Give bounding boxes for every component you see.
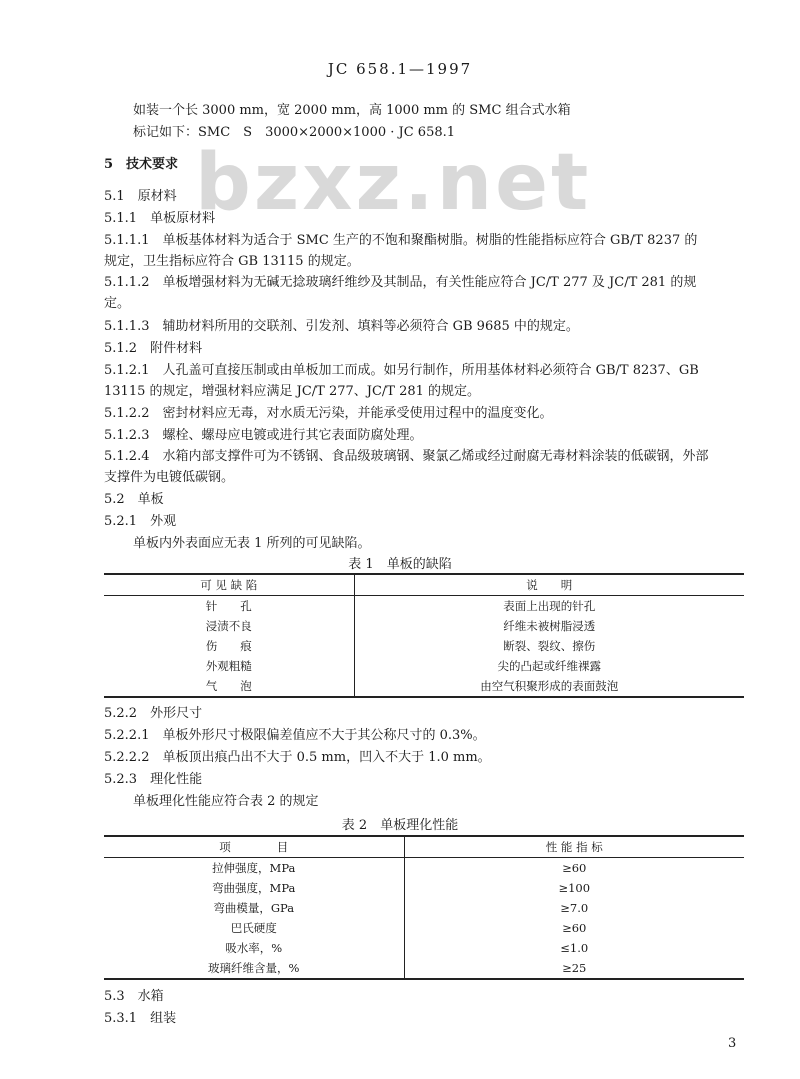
clause-5-2-2-1: 5.2.2.1 单板外形尺寸极限偏差值应不大于其公称尺寸的 0.3%。	[104, 728, 486, 743]
heading-5-1: 5.1 原材料	[104, 189, 177, 204]
table-cell: 针 孔	[104, 596, 354, 617]
heading-5-2-3: 5.2.3 理化性能	[104, 772, 203, 787]
table-cell: 外观粗糙	[104, 656, 354, 676]
table-cell: 玻璃纤维含量，%	[104, 958, 404, 979]
clause-5-1-2-1-line-2: 13115 的规定，增强材料应满足 JC/T 277、JC/T 281 的规定。	[104, 384, 481, 399]
table-row	[104, 656, 744, 676]
table-cell: 尖的凸起或纤维裸露	[497, 659, 601, 673]
table-cell: 气 泡	[104, 676, 354, 697]
table-2-header-value: 性 能 指 标	[404, 836, 744, 858]
table-cell: 吸水率，%	[104, 938, 404, 958]
table-cell: ≥7.0	[560, 901, 589, 915]
table-cell: 巴氏硬度	[104, 918, 404, 938]
table-row	[104, 878, 744, 898]
clause-5-1-2-4-line-2: 支撑件为电镀低碳钢。	[104, 470, 235, 485]
heading-5-1-1: 5.1.1 单板原材料	[104, 211, 216, 226]
table-1-header-description: 说 明	[354, 574, 744, 596]
table-2-header-item: 项 目	[104, 836, 404, 858]
table-row	[104, 918, 744, 938]
table-row	[104, 676, 744, 697]
table-cell: 弯曲强度，MPa	[104, 878, 404, 898]
clause-5-1-1-1-line-1: 5.1.1.1 单板基体材料为适合于 SMC 生产的不饱和聚酯树脂。树脂的性能指标应符合 GB/T 8237 的	[104, 233, 698, 248]
table-cell: ≥60	[562, 921, 587, 935]
intro-line-1: 如装一个长 3000 mm，宽 2000 mm，高 1000 mm 的 SMC 组合式水箱	[133, 103, 571, 118]
heading-5-1-2: 5.1.2 附件材料	[104, 341, 203, 356]
heading-5-3: 5.3 水箱	[104, 989, 164, 1004]
page-header: JC 658.1—1997	[327, 60, 473, 78]
table-cell: ≤1.0	[560, 941, 589, 955]
clause-5-1-2-2: 5.1.2.2 密封材料应无毒，对水质无污染，并能承受使用过程中的温度变化。	[104, 406, 553, 421]
clause-5-2-1-text: 单板内外表面应无表 1 所列的可见缺陷。	[133, 536, 371, 551]
table-cell: 弯曲模量，GPa	[104, 898, 404, 918]
table-1-header-defect: 可 见 缺 陷	[104, 574, 354, 596]
table-row	[104, 938, 744, 958]
table-row	[104, 616, 744, 636]
section-5-heading: 5 技术要求	[104, 157, 179, 172]
table-row	[104, 858, 744, 879]
clause-5-1-1-3: 5.1.1.3 辅助材料所用的交联剂、引发剂、填料等必须符合 GB 9685 中的规定。	[104, 319, 579, 334]
clause-5-1-2-1-line-1: 5.1.2.1 人孔盖可直接压制或由单板加工而成。如另行制作，所用基体材料必须符合 GB/T 8237、GB	[104, 363, 699, 378]
clause-5-1-2-3: 5.1.2.3 螺栓、螺母应电镀或进行其它表面防腐处理。	[104, 428, 423, 443]
table-cell: 表面上出现的针孔	[503, 599, 596, 613]
clause-5-1-1-2-line-1: 5.1.1.2 单板增强材料为无碱无捻玻璃纤维纱及其制品，有关性能应符合 JC/T 277 及 JC/T 281 的规	[104, 275, 697, 290]
table-cell: 浸渍不良	[104, 616, 354, 636]
table-cell: 由空气积聚形成的表面鼓泡	[480, 679, 619, 693]
intro-line-2: 标记如下：SMC S 3000×2000×1000 · JC 658.1	[133, 125, 456, 140]
table-1-caption: 表 1 单板的缺陷	[348, 557, 452, 572]
heading-5-2: 5.2 单板	[104, 492, 164, 507]
heading-5-3-1: 5.3.1 组装	[104, 1011, 177, 1026]
table-cell: 纤维未被树脂浸透	[503, 619, 596, 633]
table-cell: ≥60	[562, 861, 587, 875]
watermark: bzxz.net	[195, 138, 592, 228]
table-cell: ≥25	[562, 961, 587, 975]
clause-5-2-2-2: 5.2.2.2 单板顶出痕凸出不大于 0.5 mm，凹入不大于 1.0 mm。	[104, 750, 491, 765]
table-cell: 伤 痕	[104, 636, 354, 656]
table-header-row	[104, 836, 744, 858]
table-row	[104, 958, 744, 979]
heading-5-2-1: 5.2.1 外观	[104, 514, 177, 529]
heading-5-2-2: 5.2.2 外形尺寸	[104, 706, 203, 721]
table-row	[104, 636, 744, 656]
table-row	[104, 898, 744, 918]
table-1	[104, 573, 744, 698]
page-number: 3	[728, 1036, 737, 1051]
clause-5-2-3-text: 单板理化性能应符合表 2 的规定	[133, 794, 319, 809]
table-2-caption: 表 2 单板理化性能	[341, 818, 459, 833]
table-cell: 断裂、裂纹、擦伤	[503, 639, 596, 653]
table-2	[104, 835, 744, 980]
table-header-row	[104, 574, 744, 596]
table-row	[104, 596, 744, 617]
clause-5-1-1-2-line-2: 定。	[104, 296, 131, 311]
clause-5-1-1-1-line-2: 规定，卫生指标应符合 GB 13115 的规定。	[104, 254, 360, 269]
table-cell: 拉伸强度，MPa	[104, 858, 404, 879]
table-cell: ≥100	[558, 881, 591, 895]
clause-5-1-2-4-line-1: 5.1.2.4 水箱内部支撑件可为不锈钢、食品级玻璃钢、聚氯乙烯或经过耐腐无毒材料涂装的低碳钢，外部	[104, 449, 709, 464]
